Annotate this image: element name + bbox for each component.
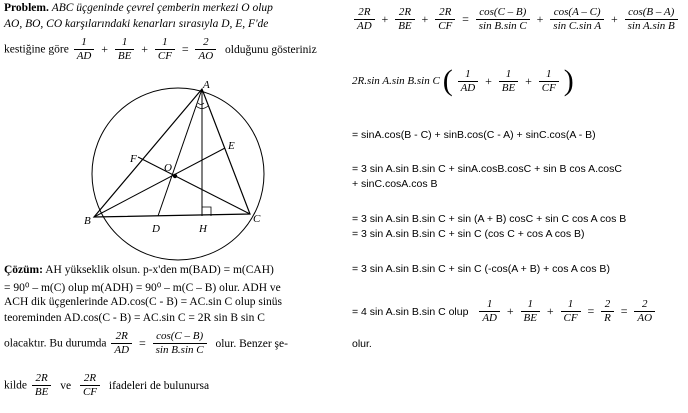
label-a: A (203, 79, 210, 91)
label-h: H (199, 223, 207, 235)
fraction-num: 1 (465, 67, 471, 80)
fraction-num: 1 (546, 67, 552, 80)
equation-line-6: = 3 sin A.sin B.sin C + sin C (-cos(A + B) + cos A cos B) (352, 263, 610, 275)
fraction (561, 298, 581, 325)
equation-2 (352, 66, 574, 96)
solution-line-2 (4, 280, 281, 294)
fraction-num: 2 (604, 298, 611, 310)
solution-text-1: AH yükseklik olsun. p-x'den m(BAD) = m(CAH) (45, 264, 274, 276)
fraction-num: 2R (398, 6, 412, 18)
solution-label: Çözüm: (4, 264, 43, 276)
equals-sign: = (620, 304, 628, 318)
fraction-num: 2R (115, 330, 128, 342)
plus-sign: + (546, 304, 554, 318)
fraction-den: R (601, 311, 614, 325)
fraction (195, 36, 216, 63)
fraction-num: 1 (162, 36, 168, 48)
plus-sign: + (506, 304, 514, 318)
fraction-num: 1 (527, 298, 533, 310)
fraction-den: CF (539, 81, 559, 95)
fraction (634, 298, 655, 325)
fraction-den: AD (111, 343, 132, 357)
fraction (32, 372, 51, 399)
triangle-abc (94, 89, 250, 217)
equation-line-4a: = 3 sin A.sin B.sin C + sinA.cosB.cosC + sin B cos A.cosC (352, 163, 622, 175)
equals-sign: = (181, 42, 189, 56)
plus-sign: + (485, 73, 492, 88)
fraction (476, 6, 530, 33)
solution-text-5-pre: olacaktır. Bu durumda (4, 337, 107, 350)
solution-line-1 (4, 264, 274, 276)
fraction-num: cos(B – A) (628, 6, 675, 18)
fraction-den: CF (435, 19, 455, 33)
plus-sign: + (421, 12, 429, 26)
fraction-num: 1 (121, 36, 128, 48)
solution-text-4: teoreminden AD.cos(C - B) = AC.sin C = 2R sin B sin C (4, 312, 265, 324)
equation-1 (352, 6, 680, 33)
fraction-den: BE (395, 19, 414, 33)
fraction-den: sin A.sin B (625, 19, 678, 33)
fraction (479, 298, 500, 325)
fraction (395, 6, 414, 33)
solution-line-4 (4, 312, 265, 324)
triangle-figure (82, 76, 282, 261)
label-b: B (84, 215, 91, 227)
fraction-den: AO (634, 311, 655, 325)
plus-sign: + (381, 12, 389, 26)
fraction-den: AD (354, 19, 375, 33)
fraction-den: sin B.sin C (153, 343, 207, 357)
fraction-den: sin C.sin A (550, 19, 604, 33)
fraction-num: cos(A – C) (553, 6, 601, 18)
fraction-den: BE (499, 81, 518, 95)
equals-sign: = (138, 336, 146, 350)
fraction (550, 6, 604, 33)
fraction-num: cos(C – B) (479, 6, 527, 18)
fraction-den: CF (80, 385, 100, 399)
fraction-den: AD (458, 81, 479, 95)
problem-text-3-post: olduğunu gösteriniz (225, 43, 317, 56)
problem-line-2 (4, 18, 268, 30)
fraction-den: CF (155, 49, 175, 63)
fraction (458, 68, 479, 95)
problem-line-3 (4, 36, 317, 63)
problem-line-1 (4, 2, 273, 14)
fraction (625, 6, 678, 33)
problem-label: Problem. (4, 2, 49, 14)
problem-text-3-pre: kestiğine göre (4, 43, 69, 56)
fraction (499, 68, 518, 95)
label-f: F (130, 153, 137, 165)
plus-sign: + (525, 73, 532, 88)
plus-sign: + (536, 12, 544, 26)
solution-text-5-post: olur. Benzer şe- (215, 337, 288, 350)
fraction-den: AD (479, 311, 500, 325)
label-d: D (152, 223, 160, 235)
solution-text-3: ACH dik üçgenlerinde AD.cos(C - B) = AC.sin C olup sinüs (4, 296, 283, 308)
solution-text-6-post: ifadeleri de bulunursa (108, 379, 210, 392)
problem-text-2: AO, BO, CO karşılarındaki kenarları sırasıyla D, E, F'de (4, 18, 269, 30)
fraction (74, 36, 95, 63)
plus-sign: + (141, 42, 149, 56)
solution-text-6-mid: ve (60, 379, 72, 392)
equation-line-7 (352, 298, 657, 325)
fraction-num: 2R (358, 6, 371, 18)
fraction (539, 68, 559, 95)
fraction (153, 330, 207, 357)
equation-7-pre: = 4 sin A.sin B.sin C olup (352, 305, 469, 318)
fraction (155, 36, 175, 63)
equation-line-4b: + sinC.cosA.cos B (352, 178, 438, 190)
equation-line-8: olur. (352, 338, 372, 350)
label-c: C (253, 213, 261, 225)
equals-sign: = (587, 304, 595, 318)
fraction-den: CF (561, 311, 581, 325)
plus-sign: + (101, 42, 109, 56)
solution-text-2: = 90⁰ – m(C) olup m(ADH) = 90⁰ – m(C – B) olur. ADH ve (4, 282, 281, 294)
plus-sign: + (610, 12, 618, 26)
solution-text-6-pre: kilde (4, 379, 27, 392)
label-o: O (164, 162, 172, 174)
fraction (354, 6, 375, 33)
solution-line-5 (4, 330, 288, 357)
fraction (601, 298, 614, 325)
fraction (115, 36, 134, 63)
close-paren: ) (563, 64, 574, 97)
fraction-num: 1 (486, 298, 493, 310)
fraction (521, 298, 540, 325)
fraction-num: 1 (81, 36, 87, 48)
line-ad (158, 89, 202, 216)
fraction (80, 372, 100, 399)
fraction-num: cos(C – B) (156, 330, 204, 342)
fraction-num: 2R (83, 372, 97, 384)
equation-line-3: = sinA.cos(B - C) + sinB.cos(C - A) + sinC.cos(A - B) (352, 129, 596, 141)
solution-line-6 (4, 372, 209, 399)
equation-2-prefix: 2R.sin A.sin B.sin C (352, 75, 440, 87)
fraction-num: 1 (567, 298, 574, 310)
equation-line-5b: = 3 sin A.sin B.sin C + sin C (cos C + cos A cos B) (352, 228, 585, 240)
circumcircle (92, 88, 264, 260)
angle-arc-a (198, 103, 204, 105)
fraction-den: sin B.sin C (476, 19, 530, 33)
fraction-den: BE (32, 385, 51, 399)
fraction (435, 6, 455, 33)
open-paren: ( (442, 64, 453, 97)
fraction-num: 1 (505, 67, 512, 80)
equals-sign: = (462, 12, 469, 26)
fraction-den: AD (74, 49, 95, 63)
fraction-den: BE (115, 49, 134, 63)
fraction-num: 2 (203, 36, 209, 48)
fraction (111, 330, 132, 357)
center-point-o (173, 174, 177, 178)
label-e: E (228, 140, 235, 152)
fraction-num: 2 (641, 298, 648, 310)
problem-text-1: ABC üçgeninde çevrel çemberin merkezi O olup (51, 2, 273, 14)
solution-line-3 (4, 296, 282, 308)
fraction-num: 2R (439, 6, 452, 18)
equation-line-5a: = 3 sin A.sin B.sin C + sin (A + B) cosC + sin C cos A cos B (352, 213, 627, 225)
fraction-den: BE (521, 311, 540, 325)
fraction-num: 2R (35, 372, 48, 384)
fraction-den: AO (195, 49, 216, 63)
